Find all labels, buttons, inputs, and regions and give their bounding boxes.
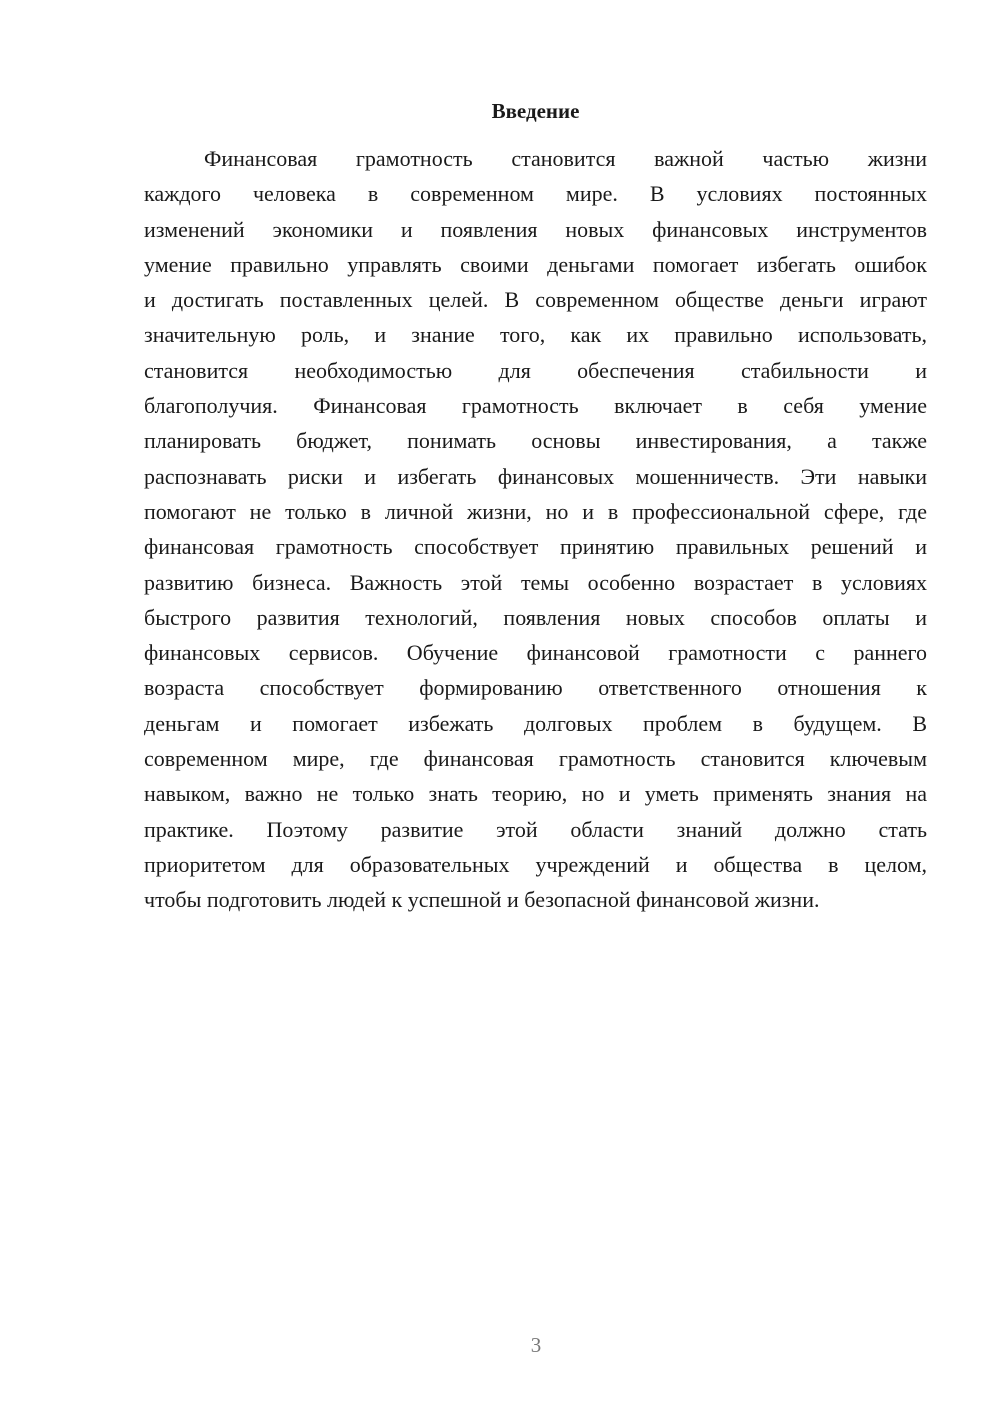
paragraph-line: благополучия. Финансовая грамотность включает в себя умение (144, 393, 927, 419)
paragraph-line: практике. Поэтому развитие этой области знаний должно стать (144, 816, 927, 842)
paragraph-line: умение правильно управлять своими деньгами помогает избегать ошибок (144, 251, 927, 277)
paragraph-line: Финансовая грамотность становится важной частью жизни (204, 146, 927, 171)
paragraph-line: и достигать поставленных целей. В современном обществе деньги играют (144, 287, 927, 313)
paragraph-line: распознавать риски и избегать финансовых мошенничеств. Эти навыки (144, 463, 927, 489)
paragraph-line: возраста способствует формированию ответственного отношения к (144, 675, 927, 701)
paragraph-line: финансовых сервисов. Обучение финансовой грамотности с раннего (144, 640, 927, 666)
paragraph-line: чтобы подготовить людей к успешной и безопасной финансовой жизни. (144, 887, 820, 913)
body-paragraph (144, 141, 927, 918)
paragraph-line: приоритетом для образовательных учреждений и общества в целом, (144, 851, 927, 877)
paragraph-line: планировать бюджет, понимать основы инвестирования, а также (144, 428, 927, 454)
paragraph-line: финансовая грамотность способствует принятию правильных решений и (144, 534, 927, 560)
paragraph-line: современном мире, где финансовая грамотность становится ключевым (144, 746, 927, 772)
paragraph-line: быстрого развития технологий, появления новых способов оплаты и (144, 604, 927, 630)
paragraph-line: развитию бизнеса. Важность этой темы особенно возрастает в условиях (144, 569, 927, 595)
paragraph-line: помогают не только в личной жизни, но и в профессиональной сфере, где (144, 498, 927, 524)
page-number: 3 (530, 1333, 542, 1357)
paragraph-line: значительную роль, и знание того, как их правильно использовать, (144, 322, 927, 348)
paragraph-line: изменений экономики и появления новых финансовых инструментов (144, 216, 927, 242)
paragraph-line: становится необходимостью для обеспечения стабильности и (144, 357, 927, 383)
paragraph-line: навыком, важно не только знать теорию, но и уметь применять знания на (144, 781, 927, 807)
paragraph-line: деньгам и помогает избежать долговых проблем в будущем. В (144, 710, 927, 736)
paragraph-line: каждого человека в современном мире. В условиях постоянных (144, 181, 927, 207)
section-heading: Введение (491, 99, 580, 123)
